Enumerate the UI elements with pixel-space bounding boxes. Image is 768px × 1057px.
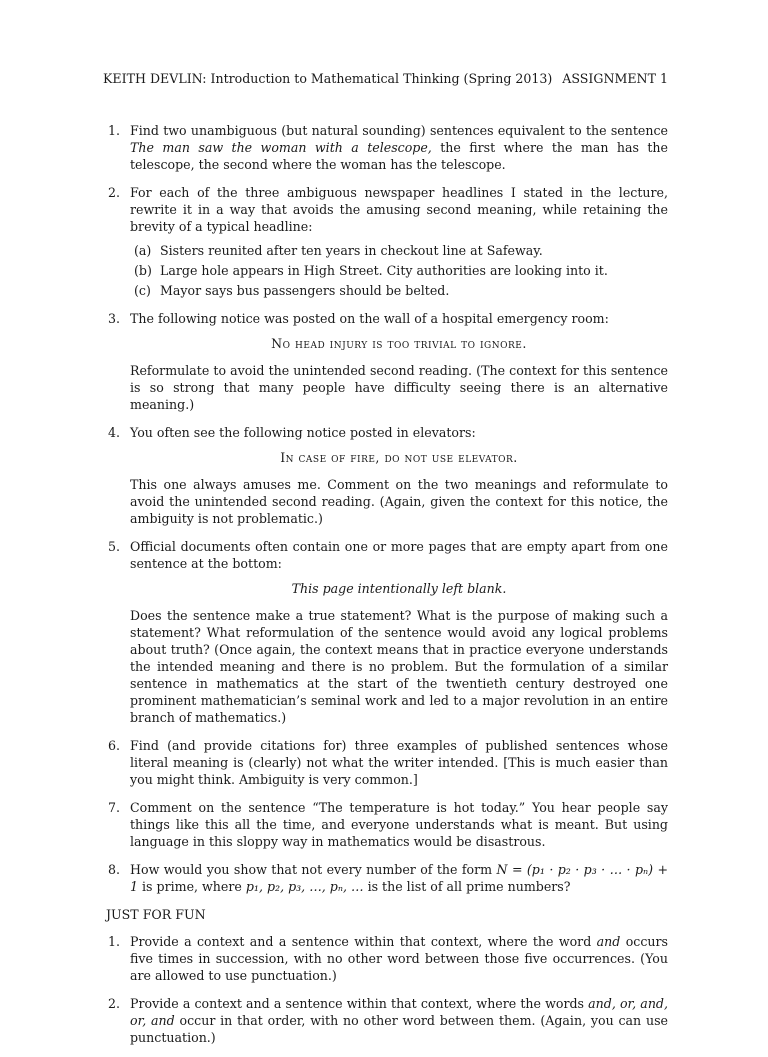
question-text <box>130 122 668 173</box>
question-followup: Reformulate to avoid the unintended second reading. (The context for this sentence is so strong that many people have difficulty seeing there is an alternative meaning.) <box>130 363 668 412</box>
assignment-label: ASSIGNMENT 1 <box>562 71 668 86</box>
question-text: The following notice was posted on the wall of a hospital emergency room: <box>130 311 609 326</box>
question-3 <box>103 310 668 413</box>
question-5 <box>103 538 668 726</box>
question-1 <box>103 122 668 173</box>
question-number: 3. <box>108 311 121 326</box>
question-7 <box>103 799 668 850</box>
question-text: For each of the three ambiguous newspaper headlines I stated in the lecture, rewrite it in a way that avoids the amusing second meaning, while retaining the brevity of a typical headline: <box>130 185 668 234</box>
course-title: KEITH DEVLIN: Introduction to Mathematical Thinking (Spring 2013) <box>103 71 553 86</box>
question-4 <box>103 424 668 527</box>
headline-c <box>130 282 668 299</box>
text-segment: Provide a context and a sentence within that context, where the word <box>130 934 597 949</box>
sub-label: (b) <box>134 263 152 278</box>
text-segment: is prime, where <box>138 879 246 894</box>
question-text <box>130 933 668 984</box>
question-number: 6. <box>108 738 121 753</box>
sub-label: (a) <box>134 243 152 258</box>
italic-word: and <box>596 934 621 949</box>
question-number: 5. <box>108 539 121 554</box>
question-text: Find (and provide citations for) three examples of published sentences whose literal meaning is (clearly) not what the writer intended. [This is much easier than you might think. Ambiguity is very common.] <box>130 738 668 787</box>
headline-text: Large hole appears in High Street. City authorities are looking into it. <box>160 263 608 278</box>
italic-sentence: The man saw the woman with a telescope, <box>130 140 432 155</box>
question-8 <box>103 861 668 895</box>
text-segment: How would you show that not every number of the form <box>130 862 497 877</box>
question-number: 1. <box>108 123 121 138</box>
fun-question-2 <box>103 995 668 1046</box>
question-text: Comment on the sentence “The temperature is hot today.” You hear people say things like this all the time, and everyone understands what is meant. But using language in this sloppy way in mathematics would be disastrous. <box>130 800 668 849</box>
question-text: Official documents often contain one or more pages that are empty apart from one sentence at the bottom: <box>130 539 668 571</box>
question-6 <box>103 737 668 788</box>
question-number: 2. <box>108 996 121 1011</box>
question-number: 4. <box>108 425 121 440</box>
fun-section-title: JUST FOR FUN <box>106 907 206 922</box>
notice-text: No head injury is too trivial to ignore. <box>271 336 527 351</box>
assignment-content <box>103 122 668 1057</box>
question-number: 2. <box>108 185 121 200</box>
italic-words: and, or, and, or, and <box>130 996 668 1028</box>
question-number: 1. <box>108 934 121 949</box>
fun-question-1 <box>103 933 668 984</box>
text-segment: Find two unambiguous (but natural sounding) sentences equivalent to the sentence <box>130 123 668 138</box>
headline-text: Sisters reunited after ten years in checkout line at Safeway. <box>160 243 543 258</box>
question-number: 7. <box>108 800 121 815</box>
sub-label: (c) <box>134 283 151 298</box>
notice-text: In case of fire, do not use elevator. <box>280 450 518 465</box>
formula: N = (p₁ · p₂ · p₃ · … · pₙ) + 1 <box>130 862 669 894</box>
headline-text: Mayor says bus passengers should be belted. <box>160 283 450 298</box>
text-segment: the first where the man has the telescope, the second where the woman has the telescope. <box>130 140 668 172</box>
page-header <box>103 70 668 87</box>
notice-text: This page intentionally left blank. <box>291 581 507 596</box>
text-segment: is the list of all prime numbers? <box>363 879 571 894</box>
question-followup: Does the sentence make a true statement? What is the purpose of making such a statement? What reformulation of the sentence would avoid any logical problems about truth? (Once again, the context means that in practice everyone understands the intended meaning and there is no problem. But the formulation of a similar sentence in mathematics at the start of the twentieth century destroyed one prominent mathematician’s seminal work and led to a major revolution in an entire branch of mathematics.) <box>130 608 668 725</box>
text-segment: occur in that order, with no other word between them. (Again, you can use punctuation.) <box>130 1013 669 1045</box>
question-followup: This one always amuses me. Comment on the two meanings and reformulate to avoid the unintended second reading. (Again, given the context for this notice, the ambiguity is not problematic.) <box>130 477 668 526</box>
question-text <box>130 995 668 1046</box>
headline-a <box>130 242 668 259</box>
question-text: You often see the following notice posted in elevators: <box>130 425 476 440</box>
headline-b <box>130 262 668 279</box>
question-2 <box>103 184 668 299</box>
question-text <box>130 861 668 895</box>
text-segment: occurs five times in succession, with no other word between those five occurrences. (You are allowed to use punctuation.) <box>130 934 668 983</box>
prime-list: p₁, p₂, p₃, …, pₙ, … <box>245 879 364 894</box>
question-number: 8. <box>108 862 121 877</box>
text-segment: Provide a context and a sentence within that context, where the words <box>130 996 589 1011</box>
